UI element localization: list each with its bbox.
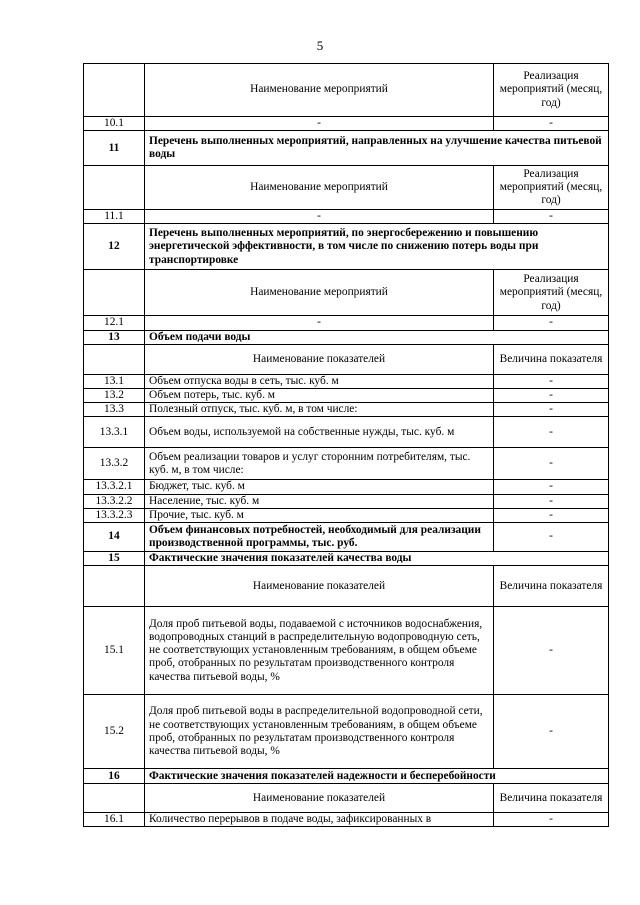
indicator-value: - [494,389,609,403]
indicator-value: - [494,448,609,480]
indicator-value: - [494,403,609,417]
row-number [84,344,145,374]
indicator-name: Объем отпуска воды в сеть, тыс. куб. м [145,374,494,388]
indicator-name: Полезный отпуск, тыс. куб. м, в том числе: [145,403,494,417]
column-header-value: Реализация мероприятий (месяц, год) [494,270,609,316]
table-row [84,813,609,827]
column-header-value: Величина показателя [494,784,609,813]
indicator-name: Население, тыс. куб. м [145,494,494,508]
indicator-name: Доля проб питьевой воды, подаваемой с источников водоснабжения, водопроводных станций в распределительную водопроводную сеть, не соответствующих установленным требованиям, в общем объеме проб, отобранных по результатам производственного контроля качества питьевой воды, % [145,607,494,695]
row-number: 13.3 [84,403,145,417]
section-row [84,769,609,784]
section-title: Объем подачи воды [145,330,609,344]
row-number: 13 [84,330,145,344]
indicator-name: Объем воды, используемой на собственные нужды, тыс. куб. м [145,417,494,448]
production-program-table [83,63,609,827]
column-header-value: Реализация мероприятий (месяц, год) [494,166,609,210]
column-header-value: Реализация мероприятий (месяц, год) [494,64,609,117]
row-number: 11.1 [84,210,145,224]
row-number: 16.1 [84,813,145,827]
indicator-name: Бюджет, тыс. куб. м [145,480,494,494]
column-header-row [84,344,609,374]
indicator-value: - [494,117,609,131]
column-header-row [84,566,609,607]
indicator-value: - [494,607,609,695]
row-number: 13.2 [84,389,145,403]
section-title: Перечень выполненных мероприятий, направленных на улучшение качества питьевой воды [145,131,609,166]
row-number: 13.3.2.1 [84,480,145,494]
indicator-name: Объем потерь, тыс. куб. м [145,389,494,403]
indicator-value: - [494,508,609,522]
row-number [84,166,145,210]
indicator-value: - [494,210,609,224]
row-number [84,566,145,607]
column-header-row [84,166,609,210]
table-row [84,117,609,131]
row-number: 16 [84,769,145,784]
table-row [84,210,609,224]
column-header-row [84,270,609,316]
row-number: 13.3.2 [84,448,145,480]
row-number: 13.3.2.2 [84,494,145,508]
indicator-value: - [494,813,609,827]
indicator-name: - [145,117,494,131]
table-row [84,448,609,480]
column-header-row [84,64,609,117]
row-number: 14 [84,523,145,552]
indicator-value: - [494,480,609,494]
row-number [84,784,145,813]
indicator-value: - [494,316,609,330]
section-title: Фактические значения показателей качества воды [145,552,609,566]
column-header-name: Наименование показателей [145,566,494,607]
indicator-value: - [494,417,609,448]
column-header-name: Наименование мероприятий [145,64,494,117]
page-number: 5 [316,38,324,53]
row-number: 15.1 [84,607,145,695]
row-number [84,270,145,316]
indicator-value: - [494,374,609,388]
column-header-name: Наименование мероприятий [145,166,494,210]
table-row [84,480,609,494]
section-title: Фактические значения показателей надежности и бесперебойности [145,769,609,784]
table-row [84,494,609,508]
table-row [84,403,609,417]
row-number: 10.1 [84,117,145,131]
row-number: 12.1 [84,316,145,330]
indicator-value: - [494,494,609,508]
indicator-name: Прочие, тыс. куб. м [145,508,494,522]
row-number: 15.2 [84,695,145,769]
table-row [84,508,609,522]
indicator-name: - [145,316,494,330]
section-row [84,330,609,344]
table-row [84,316,609,330]
table-row [84,374,609,388]
row-number: 12 [84,224,145,270]
indicator-name: Объем реализации товаров и услуг сторонним потребителям, тыс. куб. м, в том числе: [145,448,494,480]
section-title: Объем финансовых потребностей, необходимый для реализации производственной программы, тыс. руб. [145,523,494,552]
indicator-name: Количество перерывов в подаче воды, зафиксированных в [145,813,494,827]
section-row [84,224,609,270]
row-number [84,64,145,117]
indicator-name: Доля проб питьевой воды в распределительной водопроводной сети, не соответствующих установленным требованиям, в общем объеме проб, отобранных по результатам производственного контроля качества питьевой воды, % [145,695,494,769]
column-header-name: Наименование показателей [145,784,494,813]
section-row [84,552,609,566]
section-row [84,131,609,166]
column-header-name: Наименование мероприятий [145,270,494,316]
column-header-value: Величина показателя [494,344,609,374]
row-number: 15 [84,552,145,566]
table-row [84,417,609,448]
row-number: 13.3.2.3 [84,508,145,522]
row-number: 13.1 [84,374,145,388]
indicator-name: - [145,210,494,224]
row-number: 13.3.1 [84,417,145,448]
row-number: 11 [84,131,145,166]
column-header-row [84,784,609,813]
column-header-value: Величина показателя [494,566,609,607]
column-header-name: Наименование показателей [145,344,494,374]
indicator-value: - [494,523,609,552]
table-row [84,607,609,695]
indicator-value: - [494,695,609,769]
section-title: Перечень выполненных мероприятий, по энергосбережению и повышению энергетической эффективности, в том числе по снижению потерь воды при транспортировке [145,224,609,270]
table-row [84,695,609,769]
section-row [84,523,609,552]
table-row [84,389,609,403]
